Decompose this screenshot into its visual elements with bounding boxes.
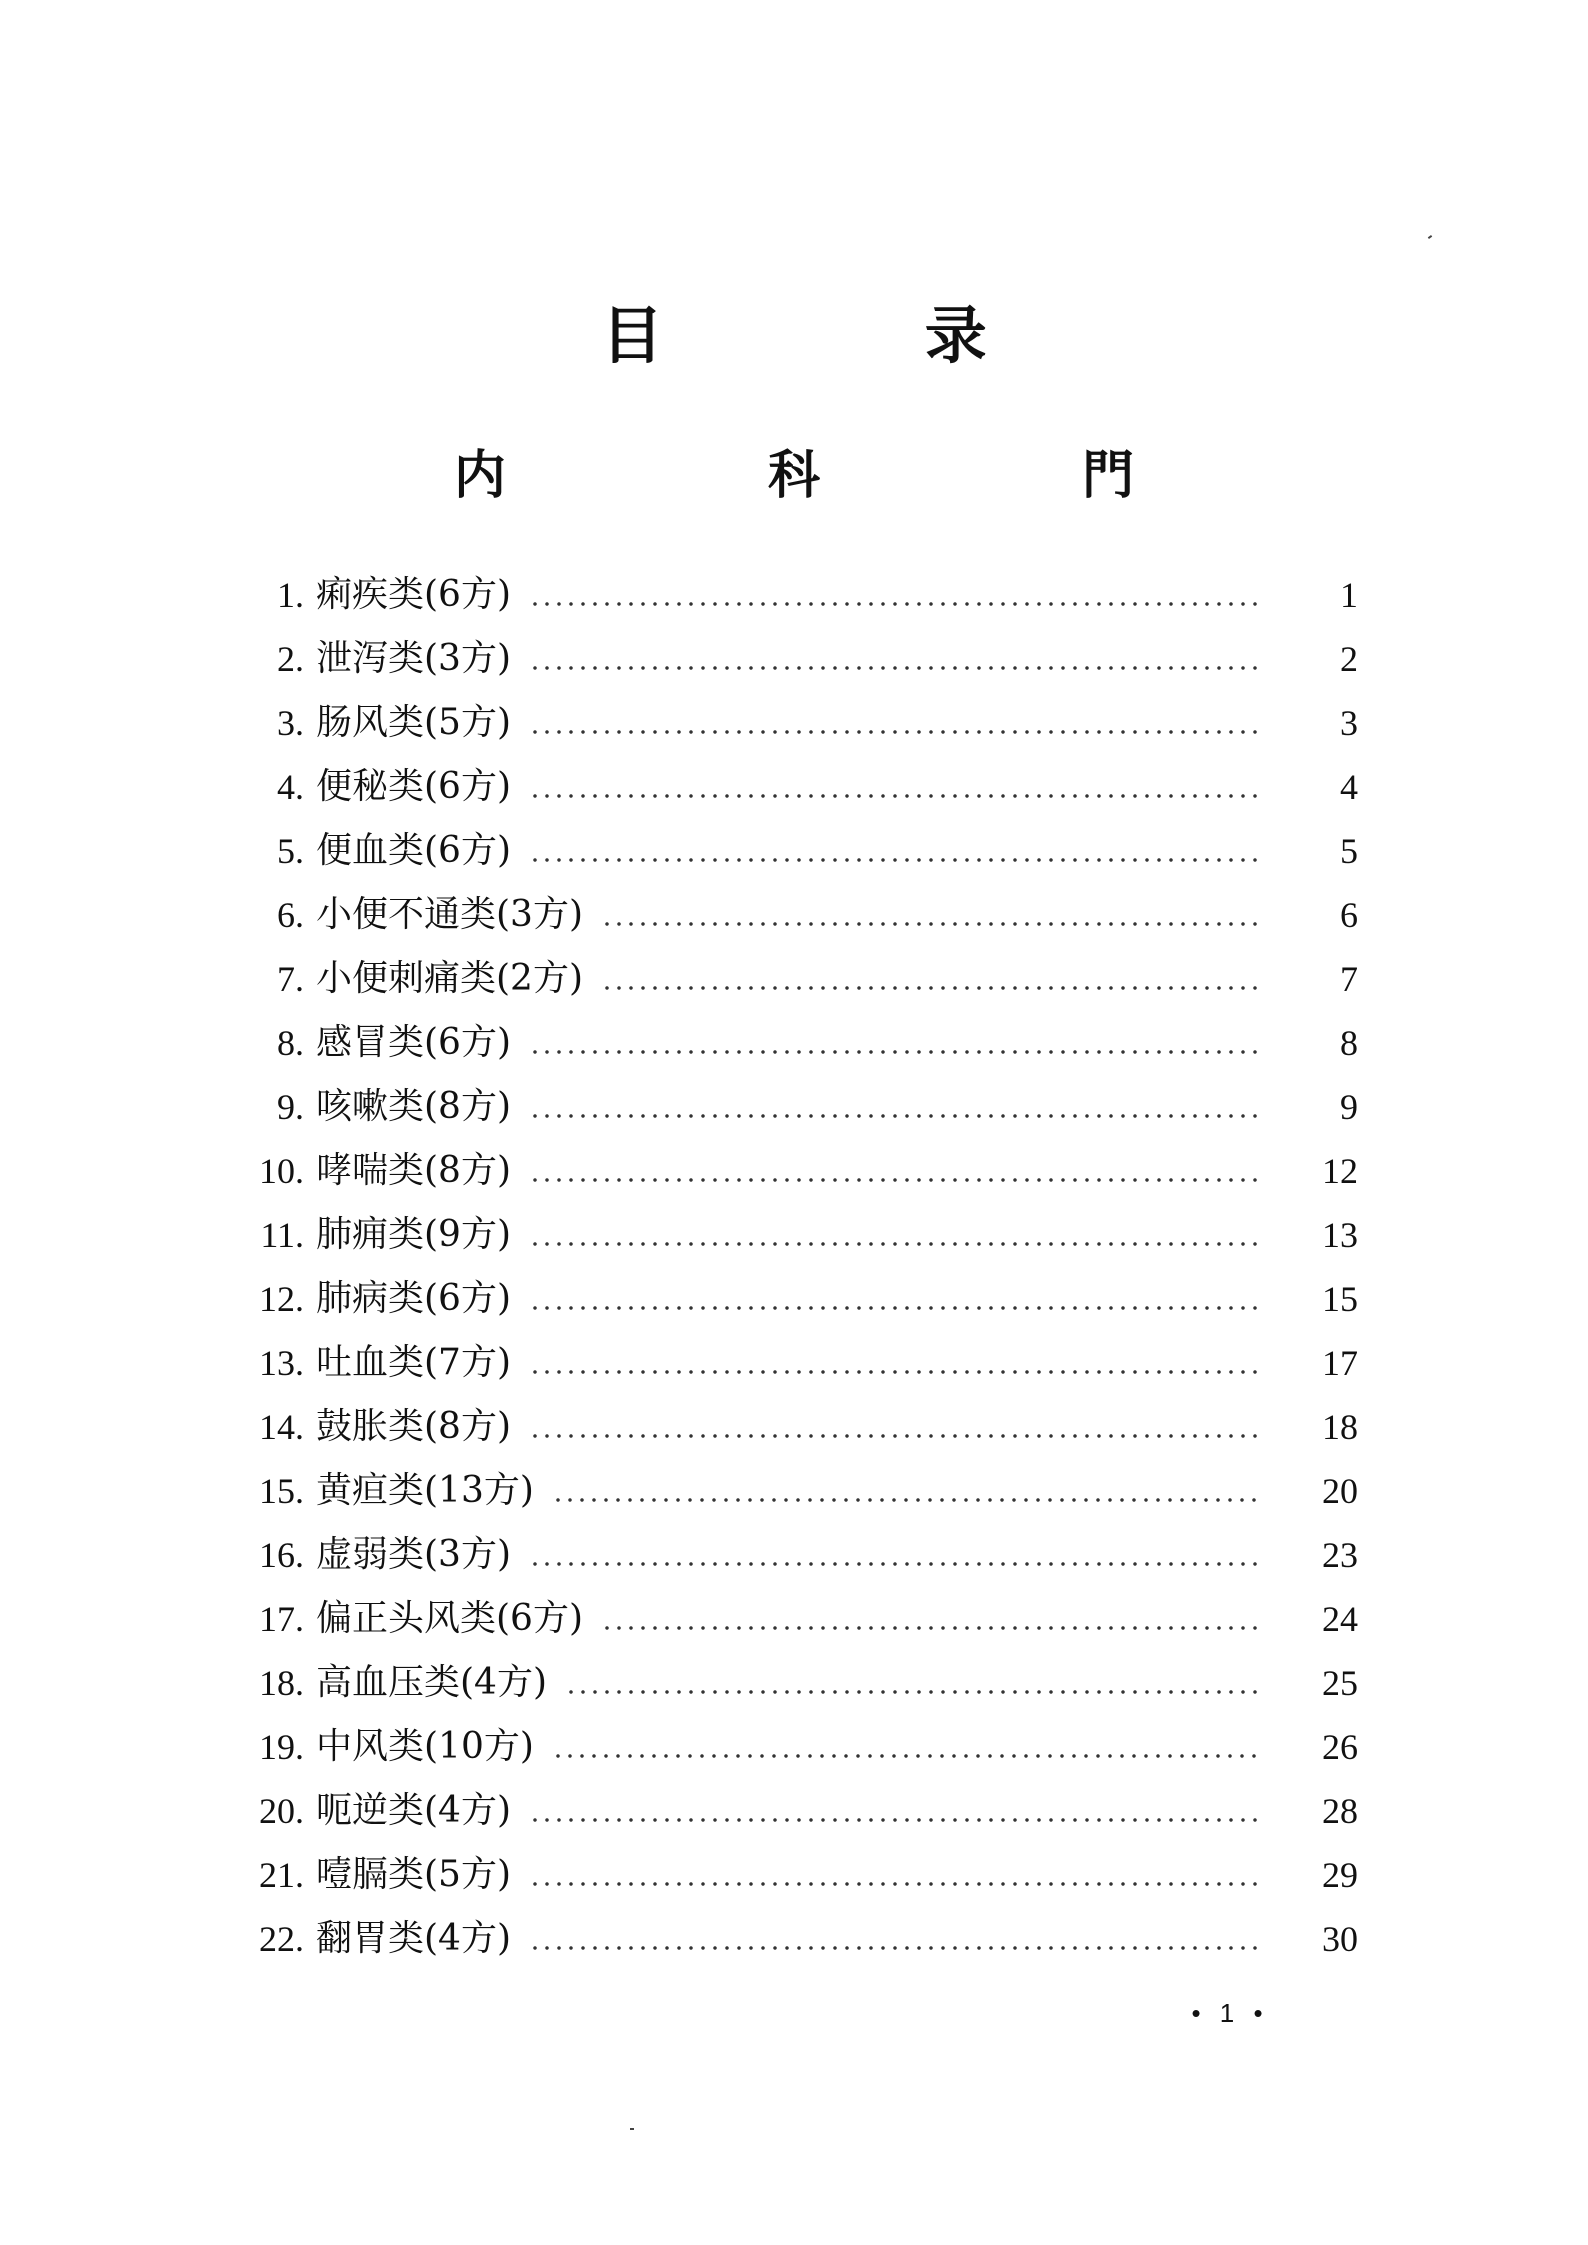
- toc-entry: [222, 1331, 1358, 1395]
- toc-entry-label: 偏正头风类(6方): [316, 1598, 583, 1639]
- toc-entry-number: 16.: [259, 1535, 304, 1575]
- toc-entry-page: 3: [1340, 703, 1358, 743]
- dot-leader: [565, 1690, 1264, 1694]
- toc-entry-number: 4.: [277, 767, 304, 807]
- toc-entry-label: 鼓胀类(8方): [316, 1406, 511, 1447]
- toc-entry-label: 感冒类(6方): [316, 1022, 511, 1063]
- toc-entry-page: 28: [1322, 1791, 1358, 1831]
- toc-entry-number: 12.: [259, 1279, 304, 1319]
- toc-entry: [222, 1523, 1358, 1587]
- dot-leader: [552, 1498, 1264, 1502]
- toc-entry: [222, 1075, 1358, 1139]
- dot-leader: [529, 1050, 1264, 1054]
- toc-entry: [222, 1459, 1358, 1523]
- toc-entry: [222, 1395, 1358, 1459]
- dot-leader: [529, 1306, 1264, 1310]
- toc-entry-page: 18: [1322, 1407, 1358, 1447]
- dot-leader: [601, 922, 1264, 926]
- toc-entry: [222, 1011, 1358, 1075]
- toc-entry-label: 吐血类(7方): [316, 1342, 511, 1383]
- page-folio: • 1 •: [1191, 1998, 1269, 2028]
- section-title: 内 科 門: [453, 445, 1257, 506]
- toc-entry-page: 6: [1340, 895, 1358, 935]
- toc-entry-label: 呃逆类(4方): [316, 1790, 511, 1831]
- scan-speck: [630, 2128, 634, 2130]
- dot-leader: [529, 1370, 1264, 1374]
- toc-entry-label: 中风类(10方): [316, 1726, 534, 1767]
- toc-entry-label: 哮喘类(8方): [316, 1150, 511, 1191]
- toc-entry: [222, 1651, 1358, 1715]
- dot-leader: [529, 1818, 1264, 1822]
- toc-entry-number: 20.: [259, 1791, 304, 1831]
- toc-entry: [222, 627, 1358, 691]
- toc-entry-number: 8.: [277, 1023, 304, 1063]
- dot-leader: [529, 1946, 1264, 1950]
- toc-entry-label: 便血类(6方): [316, 830, 511, 871]
- toc-entry-page: 15: [1322, 1279, 1358, 1319]
- toc-entry-label: 小便刺痛类(2方): [316, 958, 583, 999]
- toc-entry: [222, 819, 1358, 883]
- toc-entry-number: 10.: [259, 1151, 304, 1191]
- toc-entry: [222, 1587, 1358, 1651]
- dot-leader: [529, 1178, 1264, 1182]
- toc-entry: [222, 691, 1358, 755]
- toc-entry-number: 3.: [277, 703, 304, 743]
- page-title: 目 录: [601, 299, 1107, 372]
- toc-entry-number: 22.: [259, 1919, 304, 1959]
- toc-entry-label: 肠风类(5方): [316, 702, 511, 743]
- toc-entry-label: 噎膈类(5方): [316, 1854, 511, 1895]
- toc-entry-label: 翻胃类(4方): [316, 1918, 511, 1959]
- toc-entry-label: 虚弱类(3方): [316, 1534, 511, 1575]
- toc-entry-number: 11.: [260, 1215, 304, 1255]
- toc-entry-page: 1: [1340, 575, 1358, 615]
- dot-leader: [529, 1562, 1264, 1566]
- toc-entry-page: 26: [1322, 1727, 1358, 1767]
- dot-leader: [552, 1754, 1264, 1758]
- toc-entry-page: 13: [1322, 1215, 1358, 1255]
- dot-leader: [529, 794, 1264, 798]
- toc-entry: [222, 755, 1358, 819]
- toc-entry-number: 21.: [259, 1855, 304, 1895]
- table-of-contents: [222, 563, 1358, 1971]
- toc-entry-label: 小便不通类(3方): [316, 894, 583, 935]
- dot-leader: [529, 666, 1264, 670]
- scan-speck: [1428, 235, 1432, 239]
- toc-entry: [222, 883, 1358, 947]
- dot-leader: [529, 1114, 1264, 1118]
- toc-entry: [222, 1203, 1358, 1267]
- toc-entry: [222, 1139, 1358, 1203]
- toc-entry: [222, 1715, 1358, 1779]
- toc-entry-number: 1.: [277, 575, 304, 615]
- toc-entry-page: 8: [1340, 1023, 1358, 1063]
- toc-entry-label: 肺痈类(9方): [316, 1214, 511, 1255]
- toc-entry-label: 黄疸类(13方): [316, 1470, 534, 1511]
- toc-entry-page: 4: [1340, 767, 1358, 807]
- toc-entry-page: 12: [1322, 1151, 1358, 1191]
- toc-entry-number: 17.: [259, 1599, 304, 1639]
- toc-entry-page: 25: [1322, 1663, 1358, 1703]
- toc-entry-number: 7.: [277, 959, 304, 999]
- dot-leader: [529, 602, 1264, 606]
- toc-entry-page: 5: [1340, 831, 1358, 871]
- toc-entry-number: 6.: [277, 895, 304, 935]
- dot-leader: [529, 730, 1264, 734]
- toc-entry: [222, 563, 1358, 627]
- toc-entry-number: 18.: [259, 1663, 304, 1703]
- toc-entry: [222, 1779, 1358, 1843]
- toc-entry-page: 24: [1322, 1599, 1358, 1639]
- toc-entry-label: 肺病类(6方): [316, 1278, 511, 1319]
- toc-entry: [222, 1267, 1358, 1331]
- toc-entry-page: 17: [1322, 1343, 1358, 1383]
- toc-entry: [222, 1907, 1358, 1971]
- dot-leader: [529, 858, 1264, 862]
- toc-entry: [222, 1843, 1358, 1907]
- toc-entry-page: 29: [1322, 1855, 1358, 1895]
- toc-entry-page: 23: [1322, 1535, 1358, 1575]
- dot-leader: [601, 1626, 1264, 1630]
- toc-entry-label: 高血压类(4方): [316, 1662, 547, 1703]
- dot-leader: [601, 986, 1264, 990]
- toc-entry-label: 泄泻类(3方): [316, 638, 511, 679]
- toc-entry-page: 7: [1340, 959, 1358, 999]
- toc-entry-page: 2: [1340, 639, 1358, 679]
- toc-entry-number: 14.: [259, 1407, 304, 1447]
- toc-entry-number: 9.: [277, 1087, 304, 1127]
- toc-entry-label: 痢疾类(6方): [316, 574, 511, 615]
- toc-entry-page: 20: [1322, 1471, 1358, 1511]
- toc-entry-page: 30: [1322, 1919, 1358, 1959]
- toc-entry-label: 咳嗽类(8方): [316, 1086, 511, 1127]
- toc-entry: [222, 947, 1358, 1011]
- toc-entry-page: 9: [1340, 1087, 1358, 1127]
- toc-entry-number: 5.: [277, 831, 304, 871]
- dot-leader: [529, 1882, 1264, 1886]
- dot-leader: [529, 1242, 1264, 1246]
- dot-leader: [529, 1434, 1264, 1438]
- toc-entry-number: 19.: [259, 1727, 304, 1767]
- toc-entry-number: 15.: [259, 1471, 304, 1511]
- toc-entry-label: 便秘类(6方): [316, 766, 511, 807]
- toc-entry-number: 2.: [277, 639, 304, 679]
- toc-entry-number: 13.: [259, 1343, 304, 1383]
